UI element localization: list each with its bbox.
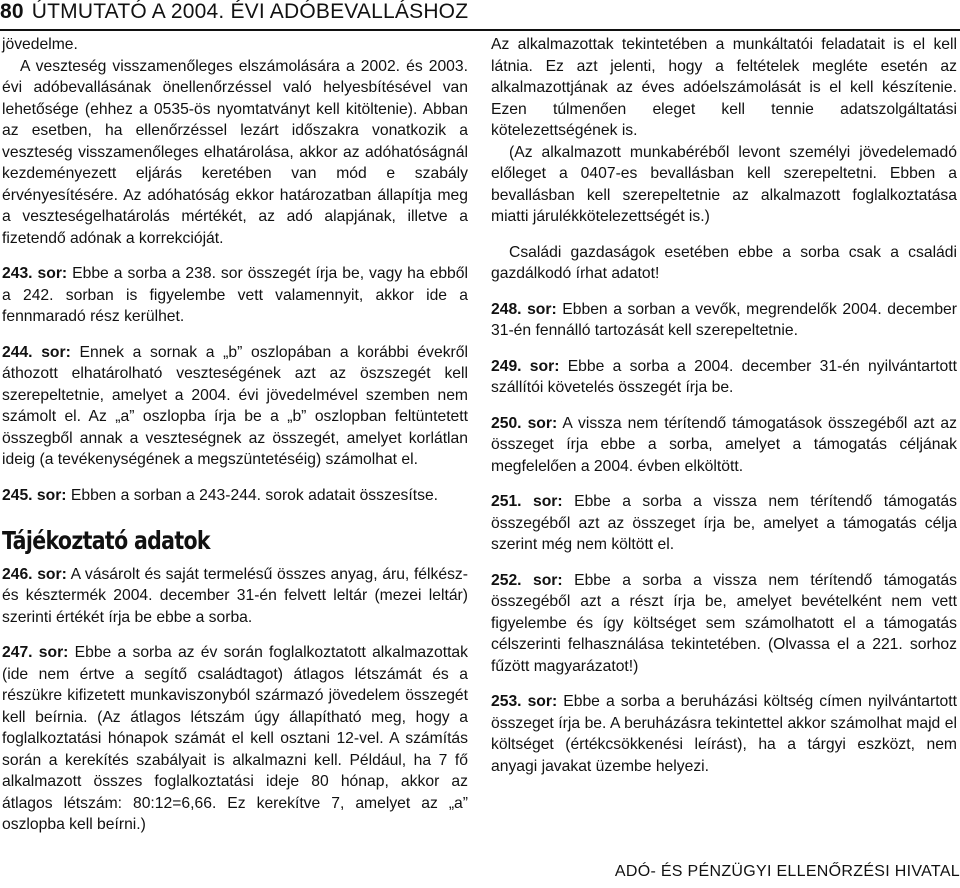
row-248-paragraph xyxy=(491,299,957,342)
row-247-label: 247. sor: xyxy=(2,644,69,661)
row-251-label: 251. sor: xyxy=(491,493,563,510)
page-number: 80 xyxy=(0,0,24,23)
row-244-text: Ennek a sornak a „b” oszlopában a korábbi évekről áthozott elhatárolható veszteségének azt az öszszegét kell szerepeltetnie, amelyet a 2004. évi jövedelmével szemben nem számolt el. Az „a” oszlopba írja be a „b” oszlopban feltüntetett összegből annak a veszteségnek az összegét, amelyet korlátlan ideig (a tevékenységének a megszüntetéséig) számolhat el. xyxy=(2,343,468,468)
row-250-text: A vissza nem térítendő támogatások összegéből azt az összeget írja ebbe a sorba, amelyet a támogatás céljának megfelelően a 2004. évben elköltött. xyxy=(491,414,957,475)
row-251-paragraph xyxy=(491,491,957,556)
page-title: ÚTMUTATÓ A 2004. ÉVI ADÓBEVALLÁSHOZ xyxy=(31,0,469,23)
header-divider xyxy=(0,29,960,31)
row-243-paragraph xyxy=(2,263,468,328)
row-248-text: Ebben a sorban a vevők, megrendelők 2004. december 31-én fennálló tartozását kell szerepeltetnie. xyxy=(491,300,957,339)
row-248-label: 248. sor: xyxy=(491,300,557,318)
row-245-paragraph xyxy=(2,485,468,507)
row-249-label: 249. sor: xyxy=(491,357,560,375)
row-246-label: 246. sor: xyxy=(2,565,67,583)
row-253-text: Ebbe a sorba a beruházási költség címen nyilvántartott összeget írja be. A beruházásra tekintettel akkor számolhat majd el költséget (értékcsökkenési leírást), ha a tárgyi eszközt, nem anyagi javakat üzembe helyezi. xyxy=(491,693,957,775)
row-253-label: 253. sor: xyxy=(491,693,558,710)
employer-duties-paragraph: Az alkalmazottak tekintetében a munkáltatói feladatait is el kell látnia. Ez azt jelenti, hogy a feltételek megléte esetén az alkalmazottjának az éves adóelszámolását is el kell készítenie. Ezen túlmenően eleget kell tennie adatszolgáltatási kötelezettségének is. xyxy=(491,36,957,139)
row-249-text: Ebbe a sorba a 2004. december 31-én nyilvántartott szállítói követelés összegét írja be. xyxy=(491,357,957,396)
row-244-paragraph xyxy=(2,342,468,471)
continued-paragraph: jövedelme. xyxy=(2,36,78,53)
row-252-label: 252. sor: xyxy=(491,571,563,589)
section-heading: Tájékoztató adatok xyxy=(2,526,210,555)
row-252-text: Ebbe a sorba a vissza nem térítendő támogatás összegéből azt a részt írja be, amelyet bevételként nem vett figyelembe és így költséget sem számolhatott el a támogatás célszerinti felhasználása tekintetében. (Olvassa el a 221. sorhoz fűzött magyarázatot!) xyxy=(491,571,957,675)
withheld-tax-paragraph: (Az alkalmazott munkabéréből levont személyi jövedelemadó előleget a 0407-es bevallásban kell szerepeltetni. Ebben a bevallásban kell szerepeltetnie az alkalmazott foglalkoztatása miatti járulékkötelezettségét is.) xyxy=(491,143,957,225)
right-column xyxy=(491,34,957,777)
row-243-label: 243. sor: xyxy=(2,265,68,282)
row-246-text: A vásárolt és saját termelésű összes anyag, áru, félkész- és késztermék 2004. december 31-én felvett leltár (mezei leltár) szerinti értékét írja be ebbe a sorba. xyxy=(2,565,468,626)
row-251-text: Ebbe a sorba a vissza nem térítendő támogatás összegéből azt az összeget írja be, amelyet a támogatás célja szerint még nem költött el. xyxy=(491,493,957,553)
row-247-paragraph xyxy=(2,642,468,836)
family-farm-paragraph: Családi gazdaságok esetében ebbe a sorba csak a családi gazdálkodó írhat adatot! xyxy=(491,243,957,282)
left-column xyxy=(2,34,468,836)
loss-carryback-paragraph: A veszteség visszamenőleges elszámolására a 2002. és 2003. évi adóbevallásának önellenőrzéssel való helyesbítésével van lehetősége (ehhez a 0535-ös nyomtatványt kell kitöltenie). Abban az esetben, ha ellenőrzéssel lezárt időszakra vonatkozik a veszteség visszamenőleges elhatárolása, akkor az adóhatóságnál kezdeményezett eljárás keretében van mód e szabály érvényesítésére. Az adóhatóság ekkor határozatban állapítja meg a veszteségelhatárolás mértékét, az adó alapjának, illetve a fizetendő adónak a korrekcióját. xyxy=(2,57,468,247)
page-header xyxy=(0,0,960,28)
row-252-paragraph xyxy=(491,570,957,678)
row-244-label: 244. sor: xyxy=(2,343,71,361)
row-245-text: Ebben a sorban a 243-244. sorok adatait összesítse. xyxy=(66,486,439,504)
row-253-paragraph xyxy=(491,691,957,777)
row-246-paragraph xyxy=(2,564,468,629)
row-247-text: Ebbe a sorba az év során foglalkoztatott alkalmazottak (ide nem értve a segítő családtagot) átlagos létszámát és a részükre kifizetett munkaviszonyból származó jövedelem összegét kell beírnia. (Az átlagos létszám úgy állapítható meg, hogy a foglalkoztatási hónapok számát el kell osztani 12-vel. A számítás során a kerekítés szabályait is alkalmazni kell. Például, ha 7 fő alkalmazott összes foglalkoztatási ideje 80 hónap, akkor az átlagos létszám: 80:12=6,66. Ez kerekítve 7, amelyet az „a” oszlopba kell beírni.) xyxy=(2,644,468,833)
row-243-text: Ebbe a sorba a 238. sor összegét írja be, vagy ha ebből a 242. sorban is figyelembe vett valamennyit, akkor ide a fennmaradó rész kerülhet. xyxy=(2,265,468,325)
row-249-paragraph xyxy=(491,356,957,399)
row-250-label: 250. sor: xyxy=(491,414,558,432)
row-250-paragraph xyxy=(491,413,957,478)
row-245-label: 245. sor: xyxy=(2,486,67,504)
page-footer: ADÓ- ÉS PÉNZÜGYI ELLENŐRZÉSI HIVATAL xyxy=(614,863,960,880)
